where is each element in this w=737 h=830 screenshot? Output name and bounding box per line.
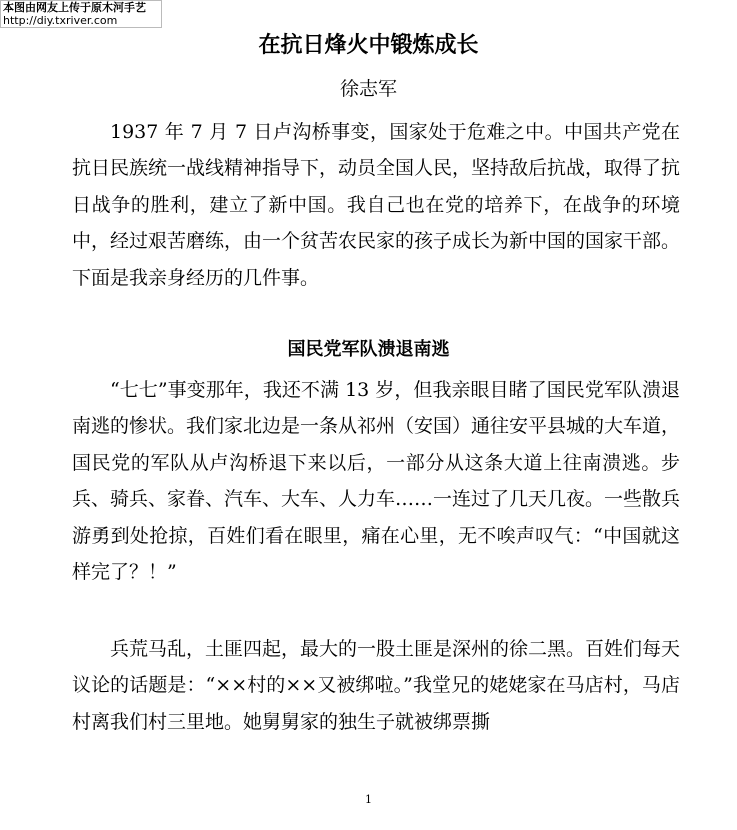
section-heading: 国民党军队溃退南逃	[287, 339, 450, 360]
paragraph-3	[72, 631, 680, 740]
watermark	[0, 0, 162, 28]
paragraph-2-text: “七七”事变那年，我还不满 13 岁，但我亲眼目睹了国民党军队溃退南逃的惨状。我们家北边是一条从祁州（安国）通往安平县城的大车道，国民党的军队从卢沟桥退下来以后，一部分从这条大道上往南溃逃。步兵、骑兵、家眷、汽车、大车、人力车……一连过了几天几夜。一些散兵游勇到处抢掠，百姓们看在眼里，痛在心里，无不唉声叹气：“中国就这样完了？！”	[72, 379, 681, 584]
paragraph-1-text: 1937 年 7 月 7 日卢沟桥事变，国家处于危难之中。中国共产党在抗日民族统一战线精神指导下，动员全国人民，坚持敌后抗战，取得了抗日战争的胜利，建立了新中国。我自己也在党的培养下，在战争的环境中，经过艰苦磨练，由一个贫苦农民家的孩子成长为新中国的国家干部。下面是我亲身经历的几件事。	[72, 121, 681, 289]
watermark-url[interactable]: http://diy.txriver.com	[3, 14, 118, 27]
page-number: 1	[365, 793, 372, 806]
paragraph-3-text: 兵荒马乱，土匪四起，最大的一股土匪是深州的徐二黑。百姓们每天议论的话题是：“××村的××又被绑啦。”我堂兄的姥姥家在马店村，马店村离我们村三里地。她舅舅家的独生子就被绑票撕	[72, 638, 681, 733]
paragraph-2	[72, 372, 680, 590]
paragraph-1	[72, 114, 680, 296]
watermark-text: 本图由网友上传于原木河手艺	[3, 1, 146, 14]
document-title: 在抗日烽火中锻炼成长	[258, 33, 479, 58]
document-author: 徐志军	[339, 78, 397, 100]
